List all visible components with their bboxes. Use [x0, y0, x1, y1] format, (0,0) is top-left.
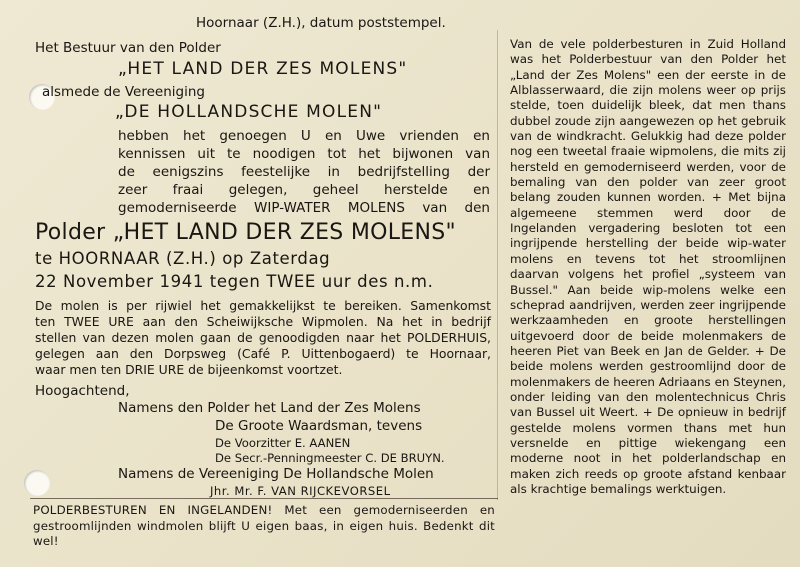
history-text: Van de vele polderbesturen in Zuid Holland was het Polderbestuur van den Polder het „Land der Zes Molens" een der eerste in de Alblasserwaard, die zijn molens weer op prijs stelde, toen duidelijk bleek, dat men thans dubbel zoude zijn aangewezen op het gebruik van de windkracht. Gelukkig had deze polder nog een tweetal fraaie wipmolens, die mits zij hersteld en gemoderniseerd werden, voor de bemaling van den polder van zeer groot belang zouden kunnen worden. + Met bijna algemeene stemmen werd door de Ingelanden vergadering besloten tot een ingrijpende herstelling der beide wip-water molens en tevens tot het stroomlijnen daarvan volgens het profiel „systeem van Bussel." Aan beide wip-molens welke een scheprad aandrijven, werden zeer ingrijpende werkzaamheden en groote herstellingen uitgevoerd door de beide molenmakers de heeren Piet van Beek en Jan de Gelder. + De beide molens werden gestroomlijnd door de molenmakers de heeren Adriaans en Steynen, onder leiding van den molentechnicus Chris van Bussel uit Weert. + De opnieuw in bedrijf gestelde molens vormen thans met hun versnelde en pittige wiekengang een moderne noot in het polderlandschap en maken zich reeds op groote afstand kenbaar als krachtige bemalings werktuigen.	[510, 37, 786, 496]
directions-line: stellen van dezen molen gaan de genoodigden naar het POLDERHUIS,	[35, 330, 491, 345]
signatory-line: Namens den Polder het Land der Zes Molens	[118, 400, 421, 416]
directions-line: waar men ten DRIE URE de bijeenkomst voortzet.	[35, 362, 343, 377]
signatory-line: De Groote Waardsman, tevens	[215, 418, 423, 434]
greeting: Hoogachtend,	[35, 383, 130, 399]
directions-line: De molen is per rijwiel het gemakkelijkst te bereiken. Samenkomst	[35, 298, 491, 313]
polder-name-heading: „HET LAND DER ZES MOLENS"	[118, 59, 408, 79]
polder-title-line: Polder „HET LAND DER ZES MOLENS"	[35, 220, 456, 245]
location-line: te HOORNAAR (Z.H.) op Zaterdag	[35, 249, 331, 268]
invitation-text-line: zeer fraai gelegen, geheel herstelde en	[118, 182, 490, 198]
invitation-text-line: gemoderniseerde WIP-WATER MOLENS van den	[118, 200, 490, 216]
association-name-heading: „DE HOLLANDSCHE MOLEN"	[115, 102, 383, 122]
invitation-text-line: kennissen uit te noodigen tot het bijwonen van	[118, 146, 490, 162]
place-date-line: Hoornaar (Z.H.), datum poststempel.	[196, 15, 446, 31]
signatory-line: De Voorzitter E. AANEN	[215, 436, 351, 450]
board-line: Het Bestuur van den Polder	[35, 40, 221, 56]
directions-line: gelegen aan den Dorpsweg (Café P. Uittenbogaerd) te Hoornaar,	[35, 346, 491, 361]
footer-notice: POLDERBESTUREN EN INGELANDEN! Met een gemoderniseerden en gestroomlijnden windmolen blijft U eigen baas, in eigen huis. Bedenkt dit wel!	[33, 503, 495, 548]
invitation-text-line: de eenigszins feestelijke in bedrijfstelling der	[118, 164, 490, 180]
association-line: alsmede de Vereeniging	[42, 84, 205, 100]
signatory-line: Jhr. Mr. F. VAN RIJCKEVORSEL	[210, 484, 391, 498]
directions-line: ten TWEE URE aan den Scheiwijksche Wipmolen. Na het in bedrijf	[35, 314, 491, 329]
signatory-line: Namens de Vereeniging De Hollandsche Molen	[118, 466, 434, 482]
history-column	[510, 37, 786, 497]
invitation-text-line: hebben het genoegen U en Uwe vrienden en	[118, 128, 490, 144]
date-time-line: 22 November 1941 tegen TWEE uur des n.m.	[35, 272, 434, 291]
footer-rule	[30, 498, 498, 499]
signatory-line: De Secr.-Penningmeester C. DE BRUYN.	[215, 451, 445, 465]
